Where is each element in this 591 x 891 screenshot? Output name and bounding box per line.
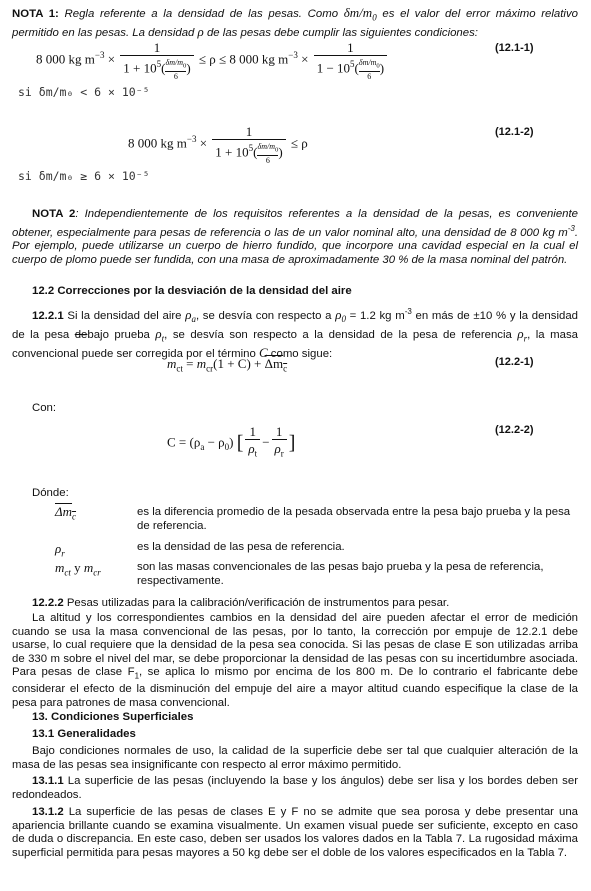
equation-12-2-1: $m_{ct} = m_{cr}(1 + C) + \Delta m_c$ <box>167 356 288 374</box>
paragraph-12-2-2: La altitud y los correspondientes cambios en la densidad del aire pueden afectar el error de medición cuando se usa la masa convencional de las pesas, por lo tanto, la corrección por empuje de 12.2.1 debe usarse, lo cual requiere que la densidad de la pesa sea conocida. Si las pesas de clase E son utilizadas arriba de 330 m sobre el nivel del mar, se debe proporcionar la densidad de las pesas con su incertidumbre asociada. Para pesas de clase $F_1$, se aplica lo mismo por encima de los 800 m. De lo contrario el fabricante debe considerar el efecto de la disminución del empuje del aire a mayor altitud cuando especifique la clase de la pesa para patrones de masa convencional. <box>12 612 578 709</box>
def-desc-mct-mcr: son las masas convencionales de las pesas bajo prueba y la pesa de referencia, respectivamente. <box>137 561 544 587</box>
paragraph-13-1-1: 13.1.1 La superficie de las pesas (incluyendo la base y los ángulos) debe ser lisa y los bordes deben ser redondeados. <box>12 775 578 801</box>
condition-12-1-1: si δm/m₀ < 6 × 10⁻⁵ <box>18 85 150 99</box>
equation-12-1-2: 8 000 kg $m^{-3}$ × 1 $1 + 10^5$( $\frac{\delta m/m_0}{6}$ ) ≤ ρ <box>128 124 308 165</box>
def-term-dmc: $\Delta m_c$ <box>55 504 77 522</box>
equation-number-12-1-1: (12.1-1) <box>495 42 534 54</box>
heading-13: 13. Condiciones Superficiales <box>32 711 194 723</box>
def-term-rho-r: $\rho_r$ <box>55 541 65 559</box>
equation-number-12-2-1: (12.2-1) <box>495 356 534 368</box>
equation-12-1-1: 8 000 kg $m^{-3}$ × 1 $1 + 10^5$( $\frac{\delta m/m_0}{6}$ ) ≤ ρ ≤ 8 000 kg $m^{-3}$ × 1 $1 - 10^5$( $\frac{\delta m/m_0}{6}$ ) <box>36 40 389 81</box>
def-term-mct-mcr: $m_{ct}$ y $m_{cr}$ <box>55 560 101 578</box>
paragraph-12-2-1: 12.2.1 Si la densidad del aire $\rho_a$, se desvía con respecto a $\rho_0 = 1.2$ kg $m^{-3}$ en más de ±10 % y la densidad de la pesa debajo prueba $\rho_t$, se desvía son respecto a la densidad de la pesa de referencia $\rho_r$, la masa convencional puede ser corregida por el término C como sigue: <box>12 306 578 360</box>
donde-label: Dónde: <box>32 487 69 499</box>
paragraph-13-1-2: 13.1.2 La superficie de las pesas de clases E y F no se admite que sea porosa y debe presentar una apariencia brillante cuando se examina visualmente. Un examen visual puede ser suficiente, excepto en caso de duda o discrepancia. En este caso, deben ser usados los valores dados en la Tabla 7. La rugosidad máxima superficial permitida para pesas mayores a 50 kg debe ser el doble de los valores especificados en la Tabla 7. <box>12 806 578 859</box>
nota2-paragraph: NOTA 2: Independientemente de los requisitos referentes a la densidad de la pesas, es conveniente obtener, especialmente para pesas de referencia o las de un valor nominal alto, una densidad de 8 000 kg $m^{-3}$. Por ejemplo, puede utilizarse un cuerpo de hierro fundido, que incorpore una cavidad especial en la cual el cuerpo de plomo puede ser fundida, con una masa de aproximadamente 30 % de la masa nominal del patrón. <box>12 208 578 266</box>
condition-12-1-2: si δm/m₀ ≥ 6 × 10⁻⁵ <box>18 169 150 183</box>
def-desc-dmc: es la diferencia promedio de la pesada observada entre la pesa bajo prueba y la pesa de referencia. <box>137 506 571 532</box>
heading-12-2-2: 12.2.2 Pesas utilizadas para la calibración/verificación de instrumentos para pesar. <box>32 597 450 609</box>
equation-number-12-1-2: (12.1-2) <box>495 126 534 138</box>
nota1-paragraph: NOTA 1: Regla referente a la densidad de las pesas. Como $\delta m/m_0$ es el valor del error máximo relativo permitido en las pesas. La densidad ρ de las pesas debe cumplir las siguientes condiciones: <box>12 5 578 39</box>
def-desc-rho-r: es la densidad de las pesa de referencia. <box>137 541 345 553</box>
nota1-label: NOTA 1: <box>12 8 59 20</box>
heading-13-1: 13.1 Generalidades <box>32 728 136 740</box>
heading-12-2: 12.2 Correcciones por la desviación de la densidad del aire <box>32 285 352 297</box>
con-label: Con: <box>32 402 57 414</box>
nota2-label: NOTA 2 <box>32 208 76 220</box>
paragraph-13-1: Bajo condiciones normales de uso, la calidad de la superficie debe ser tal que cualquier alteración de la masa de las pesas sea insignificante con respecto al error máximo permitido. <box>12 745 578 771</box>
equation-12-2-2: $C = (\rho_a - \rho_0)$ [ $\frac{1}{\rho_t}$ − $\frac{1}{\rho_r}$ ] <box>167 424 296 459</box>
equation-number-12-2-2: (12.2-2) <box>495 424 534 436</box>
